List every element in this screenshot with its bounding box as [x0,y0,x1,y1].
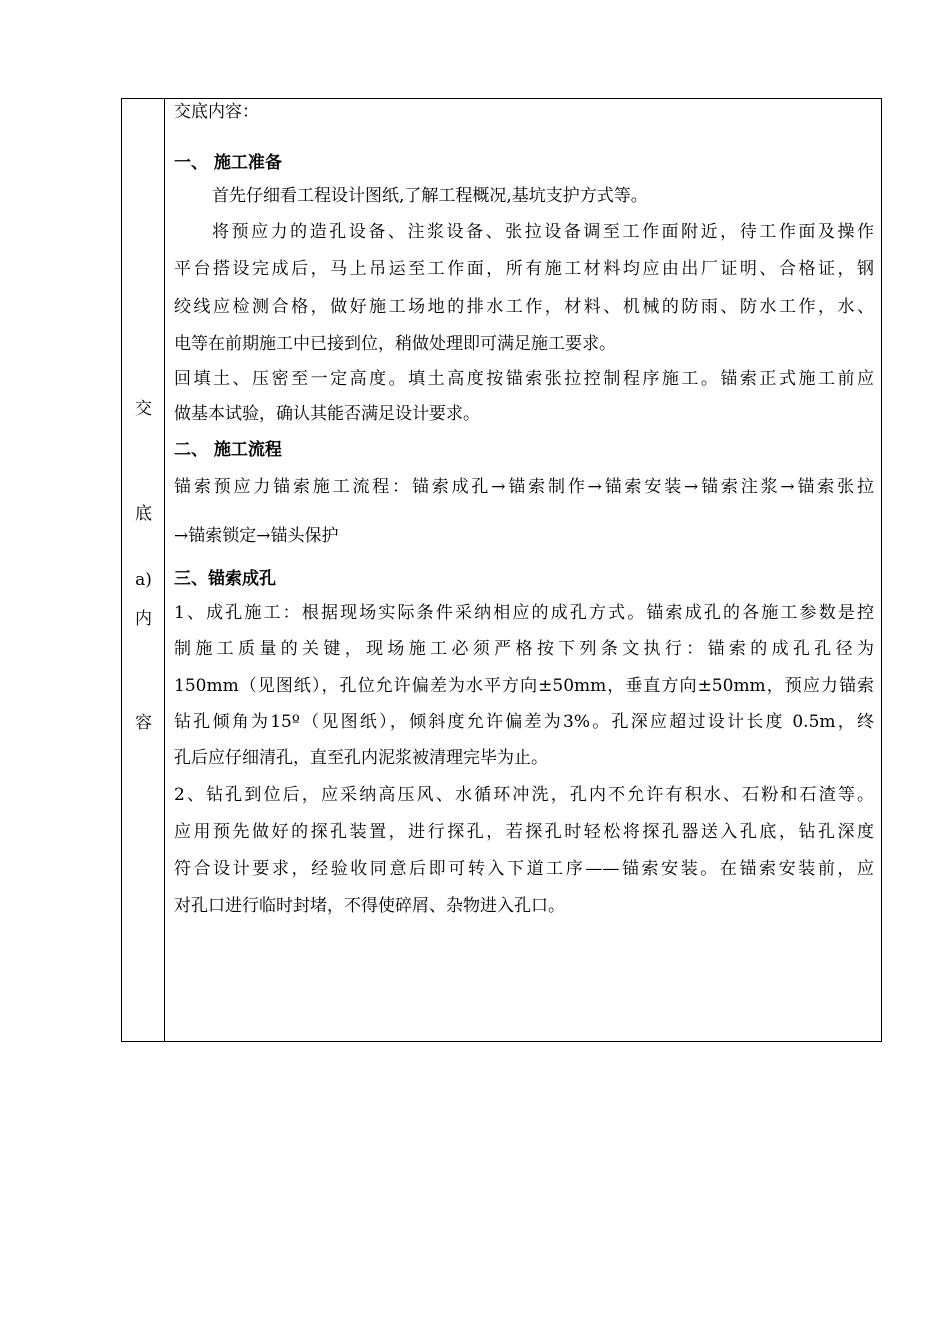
paragraph-line: 对孔口进行临时封堵，不得使碎屑、杂物进入孔口。 [174,896,565,916]
section-title: 三、锚索成孔 [174,569,276,589]
paragraph-line: 锚索预应力锚索施工流程：锚索成孔→锚索制作→锚索安装→锚索注浆→锚索张拉 [174,477,874,497]
side-label-char: 内 [135,609,152,629]
paragraph-line: 应用预先做好的探孔装置，进行探孔，若探孔时轻松将探孔器送入孔底，钻孔深度 [174,822,874,842]
side-label-char: a) [135,570,152,590]
disclosure-table [121,98,882,1042]
paragraph-line: 制施工质量的关键，现场施工必须严格按下列条文执行：锚索的成孔孔径为 [174,639,874,659]
paragraph-line: 电等在前期施工中已接到位，稍做处理即可满足施工要求。 [174,334,616,354]
paragraph-line: 150mm（见图纸），孔位允许偏差为水平方向±50mm，垂直方向±50mm，预应力锚索 [174,676,874,696]
paragraph-line: 孔后应仔细清孔，直至孔内泥浆被清理完毕为止。 [174,748,548,768]
paragraph-line: 首先仔细看工程设计图纸,了解工程概况,基坑支护方式等。 [212,186,648,206]
side-label-char: 底 [135,504,152,524]
paragraph-line: 回填土、压密至一定高度。填土高度按锚索张拉控制程序施工。锚索正式施工前应 [174,369,874,389]
section-title: 一、 施工准备 [174,153,282,173]
paragraph-line: 平台搭设完成后，马上吊运至工作面，所有施工材料均应由出厂证明、合格证，钢 [174,259,874,279]
paragraph-line: 钻孔倾角为15º（见图纸），倾斜度允许偏差为3%。孔深应超过设计长度 0.5m，终 [174,712,874,732]
side-label-char: 容 [135,713,152,733]
content-heading: 交底内容： [174,102,259,122]
side-label-char: 交 [135,399,152,419]
section-title: 二、 施工流程 [174,440,282,460]
paragraph-line: 2、钻孔到位后，应采纳高压风、水循环冲洗，孔内不允许有积水、石粉和石渣等。 [174,785,874,805]
paragraph-line: 将预应力的造孔设备、注浆设备、张拉设备调至工作面附近，待工作面及操作 [212,222,874,242]
paragraph-line: 绞线应检测合格，做好施工场地的排水工作，材料、机械的防雨、防水工作，水、 [174,297,874,317]
paragraph-line: 1、成孔施工：根据现场实际条件采纳相应的成孔方式。锚索成孔的各施工参数是控 [174,603,874,623]
paragraph-line: →锚索锁定→锚头保护 [174,526,339,546]
paragraph-line: 符合设计要求，经验收同意后即可转入下道工序——锚索安装。在锚索安装前，应 [174,859,874,879]
paragraph-line: 做基本试验，确认其能否满足设计要求。 [174,404,480,424]
side-label-column [122,99,165,1041]
